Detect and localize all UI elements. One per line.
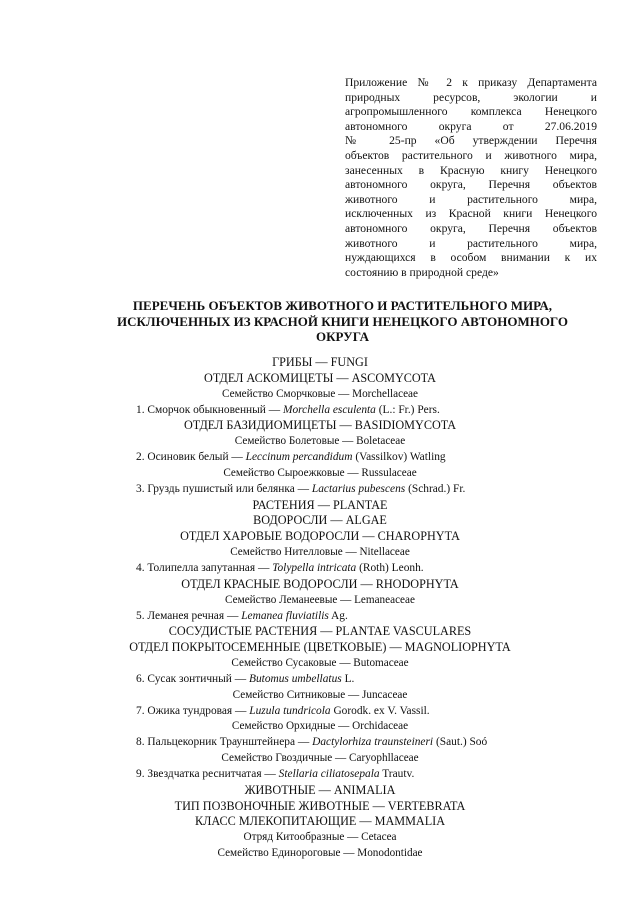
species-latin-name: Leccinum percandidum xyxy=(245,451,353,464)
family-heading: Семейство Сморчковые — Morchellaceae xyxy=(222,387,418,400)
appendix-line: животного и растительного мира, xyxy=(345,236,597,250)
taxon-heading: ОТДЕЛ БАЗИДИОМИЦЕТЫ — BASIDIOMYCOTA xyxy=(183,418,457,433)
species-common-name: 2. Осиновик белый — xyxy=(136,451,246,464)
species-list xyxy=(0,355,640,862)
family-heading: Отряд Китообразные — Cetacea xyxy=(243,831,397,844)
species-entry xyxy=(0,704,640,720)
species-common-name: 8. Пальцекорник Траунштейнера — xyxy=(136,736,313,749)
species-common-name: 1. Сморчок обыкновенный — xyxy=(136,403,283,416)
appendix-line: природных ресурсов, экологии и xyxy=(345,90,597,104)
taxon-heading: ОТДЕЛ ПОКРЫТОСЕМЕННЫЕ (ЦВЕТКОВЫЕ) — MAGNOLIOPHYTA xyxy=(129,640,511,655)
appendix-line: автономного округа от 27.06.2019 xyxy=(345,119,597,133)
taxon-heading: КЛАСС МЛЕКОПИТАЮЩИЕ — MAMMALIA xyxy=(194,814,446,829)
species-entry xyxy=(0,561,640,577)
title-line: ОКРУГА xyxy=(316,329,369,344)
species-entry xyxy=(0,767,640,783)
family-heading: Семейство Сусаковые — Butomaceae xyxy=(231,657,409,670)
species-common-name: 5. Леманея речная — xyxy=(136,609,242,622)
appendix-note xyxy=(345,76,597,280)
species-latin-name: Butomus umbellatus xyxy=(249,672,342,685)
species-entry xyxy=(0,450,640,466)
species-author: (Vassilkov) Watling xyxy=(352,451,446,464)
appendix-line: исключенных из Красной книги Ненецкого xyxy=(345,207,597,221)
taxon-heading: СОСУДИСТЫЕ РАСТЕНИЯ — PLANTAE VASCULARES xyxy=(168,624,472,639)
species-entry xyxy=(0,403,640,419)
appendix-line: автономного округа, Перечня объектов xyxy=(345,178,597,192)
species-latin-name: Luzula tundricola xyxy=(249,704,331,717)
species-latin-name: Dactylorhiza traunsteineri xyxy=(312,736,434,749)
title-line: ПЕРЕЧЕНЬ ОБЪЕКТОВ ЖИВОТНОГО И РАСТИТЕЛЬНОГО МИРА, xyxy=(132,298,553,313)
taxon-heading: ТИП ПОЗВОНОЧНЫЕ ЖИВОТНЫЕ — VERTEBRATA xyxy=(174,798,466,813)
species-common-name: 6. Сусак зонтичный — xyxy=(136,672,249,685)
species-latin-name: Stellaria ciliatosepala xyxy=(278,767,380,780)
taxon-heading: ОТДЕЛ АСКОМИЦЕТЫ — ASCOMYCOTA xyxy=(204,370,436,385)
species-common-name: 4. Толипелла запутанная — xyxy=(136,561,273,574)
species-common-name: 7. Ожика тундровая — xyxy=(136,704,250,717)
species-common-name: 9. Звездчатка реснитчатая — xyxy=(136,767,279,780)
taxon-heading: ОТДЕЛ ХАРОВЫЕ ВОДОРОСЛИ — CHAROPHYTA xyxy=(180,529,460,544)
family-heading: Семейство Единороговые — Monodontidae xyxy=(217,847,423,860)
appendix-line: состоянию в природной среде» xyxy=(345,265,499,279)
species-author: (Saut.) Soó xyxy=(433,736,488,749)
appendix-line: автономного округа, Перечня объектов xyxy=(345,221,597,235)
taxon-heading: РАСТЕНИЯ — PLANTAE xyxy=(252,497,388,512)
species-author: Gorodk. ex V. Vassil. xyxy=(330,704,430,717)
family-heading: Семейство Ситниковые — Juncaceae xyxy=(232,688,408,701)
appendix-line: занесенных в Красную книгу Ненецкого xyxy=(345,163,597,177)
title-line: ИСКЛЮЧЕННЫХ ИЗ КРАСНОЙ КНИГИ НЕНЕЦКОГО АВТОНОМНОГО xyxy=(117,313,568,329)
species-author: L. xyxy=(341,672,355,685)
species-author: Ag. xyxy=(328,609,348,622)
appendix-line: объектов растительного и животного мира, xyxy=(345,148,597,162)
appendix-line: № 25-пр «Об утверждении Перечня xyxy=(345,134,597,148)
species-common-name: 3. Груздь пушистый или белянка — xyxy=(136,482,312,495)
taxon-heading: ГРИБЫ — FUNGI xyxy=(272,355,368,369)
taxon-heading: ЖИВОТНЫЕ — ANIMALIA xyxy=(244,782,396,797)
appendix-line: животного и растительного мира, xyxy=(345,192,597,206)
species-latin-name: Lemanea fluviatilis xyxy=(241,609,329,622)
species-entry xyxy=(0,609,640,625)
species-entry xyxy=(0,735,640,751)
species-entry xyxy=(0,482,640,498)
family-heading: Семейство Лемaнеевые — Lemaneaceae xyxy=(225,593,415,606)
family-heading: Семейство Сыроежковые — Russulaceae xyxy=(223,466,417,479)
species-latin-name: Lactarius pubescens xyxy=(311,482,406,495)
family-heading: Семейство Болетовые — Boletaceae xyxy=(234,435,406,448)
species-latin-name: Morchella esculenta xyxy=(282,403,376,416)
species-entry xyxy=(0,672,640,688)
species-author: (Schrad.) Fr. xyxy=(405,482,466,495)
family-heading: Семейство Орхидные — Orchidaceae xyxy=(231,720,409,733)
document-title xyxy=(70,298,615,345)
family-heading: Семейство Гвоздичные — Caryophllaceae xyxy=(221,752,419,765)
species-author: (Roth) Leonh. xyxy=(356,561,424,574)
species-author: Trautv. xyxy=(379,767,415,780)
appendix-line: Приложение № 2 к приказу Департамента xyxy=(345,76,597,89)
appendix-line: агропромышленного комплекса Ненецкого xyxy=(345,105,597,119)
species-latin-name: Tolypella intricata xyxy=(272,561,357,574)
taxon-heading: ВОДОРОСЛИ — ALGAE xyxy=(253,513,387,528)
appendix-line: нуждающихся в особом внимании к их xyxy=(345,251,597,265)
taxon-heading: ОТДЕЛ КРАСНЫЕ ВОДОРОСЛИ — RHODOPHYTA xyxy=(181,576,459,591)
species-author: (L.: Fr.) Pers. xyxy=(375,403,440,416)
family-heading: Семейство Нителловые — Nitellaceae xyxy=(230,546,410,559)
